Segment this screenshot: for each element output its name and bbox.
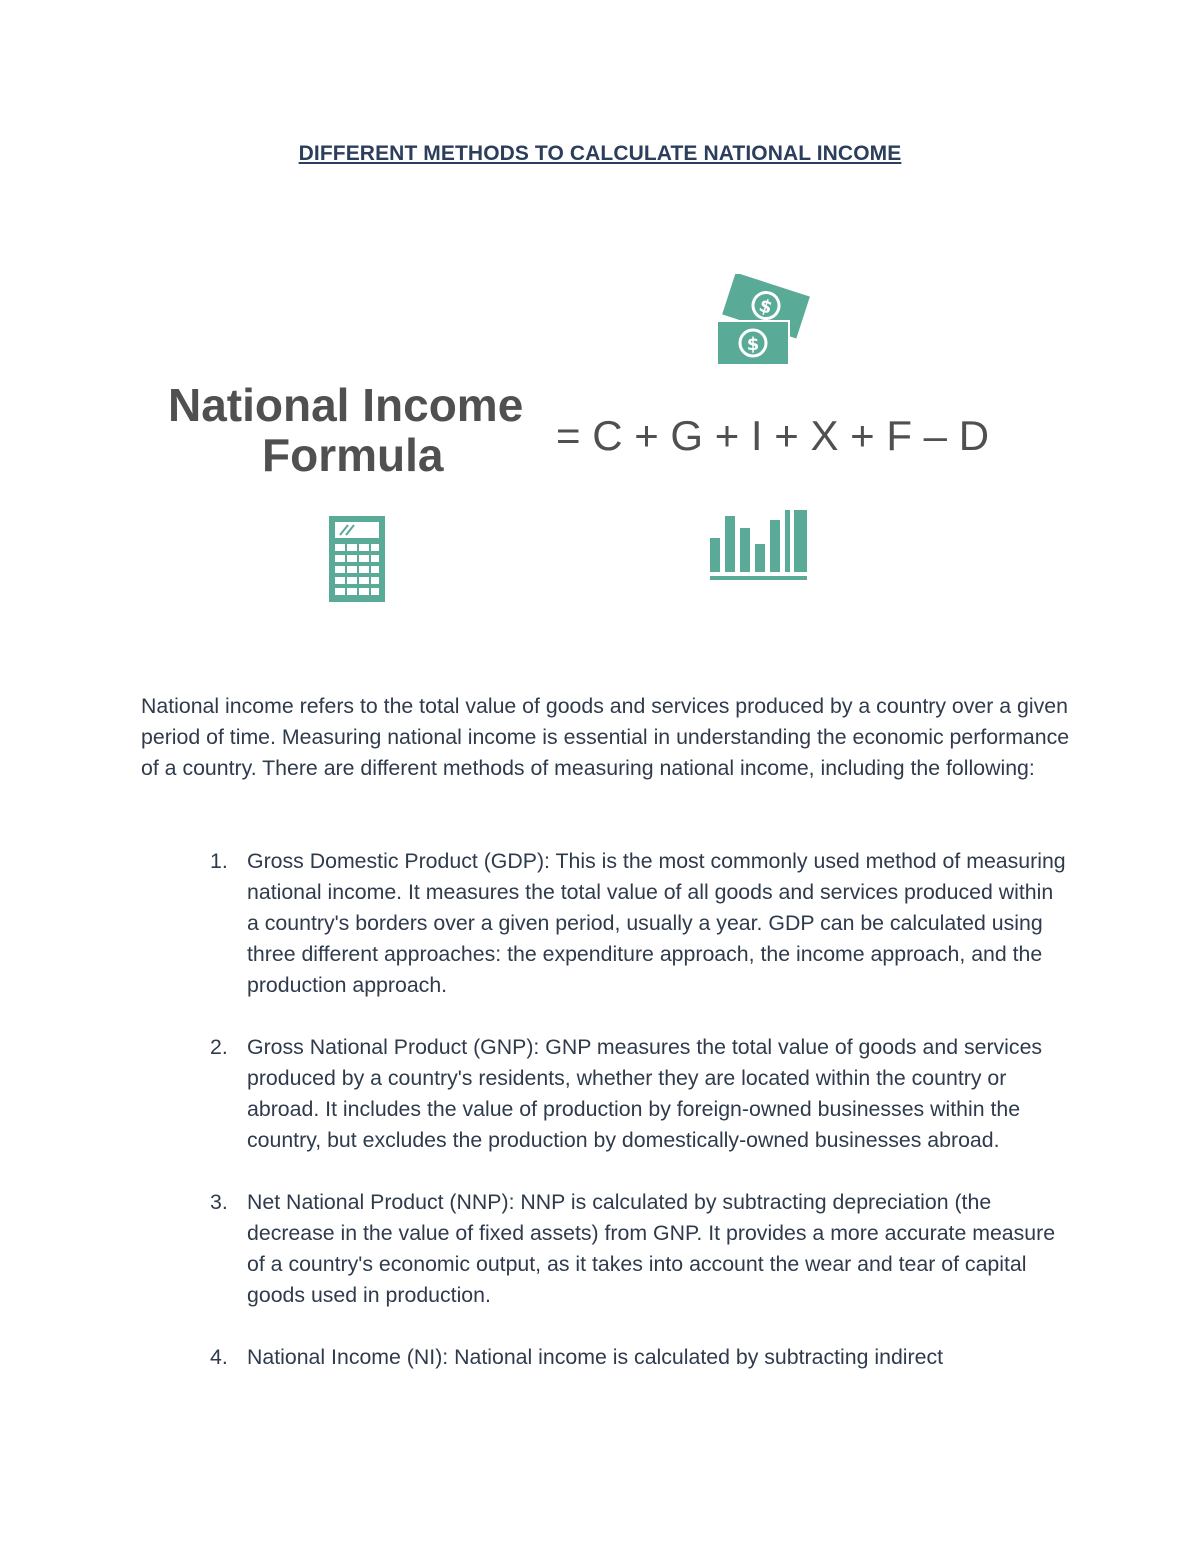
intro-paragraph: National income refers to the total value of goods and services produced by a country over a given period of time. Measuring national income is essential in understanding the economic performance of a country. There are different methods of measuring national income, including the following: — [141, 694, 1070, 780]
list-item — [0, 1032, 1200, 1156]
svg-text:$: $ — [756, 295, 775, 319]
formula-label-line2: Formula — [262, 429, 444, 481]
list-item — [0, 846, 1200, 1001]
list-item — [0, 1342, 1200, 1373]
list-item-text: Gross Domestic Product (GDP): This is the most commonly used method of measuring national income. It measures the total value of all goods and services produced within a country's borders over a given period, usually a year. GDP can be calculated using three different approaches: the expenditure approach, the income approach, and the production approach. — [247, 849, 1066, 997]
list-number: 4. — [210, 1345, 228, 1369]
list-number: 2. — [210, 1035, 228, 1059]
document-title: DIFFERENT METHODS TO CALCULATE NATIONAL INCOME — [298, 142, 902, 165]
bar-chart-icon — [708, 508, 810, 582]
list-item-text: Net National Product (NNP): NNP is calculated by subtracting depreciation (the decrease in the value of fixed assets) from GNP. It provides a more accurate measure of a country's economic output, as it takes into account the wear and tear of capital goods used in production. — [247, 1190, 1056, 1307]
formula-label-line1: National Income — [168, 379, 524, 431]
calculator-icon — [328, 515, 388, 603]
formula-equation: = C + G + I + X + F – D — [556, 412, 990, 459]
list-number: 3. — [210, 1190, 228, 1214]
methods-list — [0, 846, 1200, 1404]
formula-graphic — [0, 0, 1200, 660]
svg-text:$: $ — [746, 334, 760, 355]
money-icon — [712, 274, 812, 370]
list-item-text: Gross National Product (GNP): GNP measures the total value of goods and services produced by a country's residents, whether they are located within the country or abroad. It includes the value of production by foreign-owned businesses within the country, but excludes the production by domestically-owned businesses abroad. — [247, 1035, 1043, 1152]
list-number: 1. — [210, 849, 228, 873]
list-item-text: National Income (NI): National income is calculated by subtracting indirect — [247, 1345, 944, 1369]
list-item — [0, 1187, 1200, 1311]
